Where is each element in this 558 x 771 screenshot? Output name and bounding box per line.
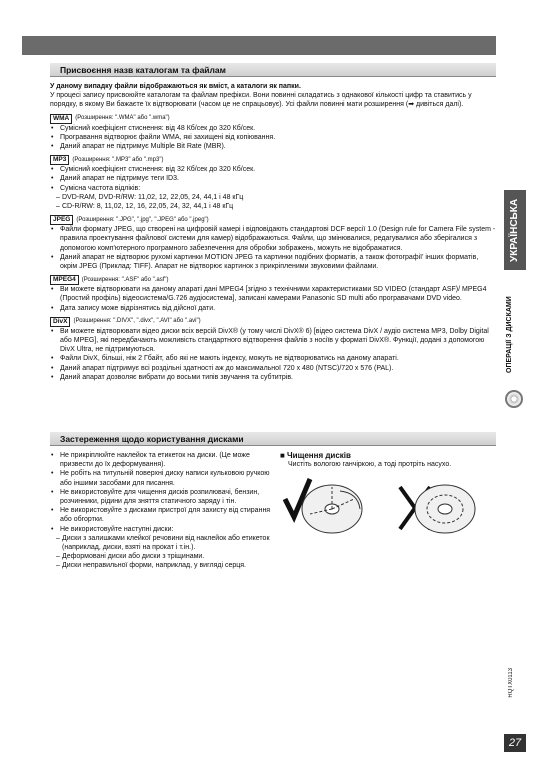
sub-list-item: – Диски з залишками клейкої речовини від наклейок або етикеток (наприклад, диски, взяті на прокат і т.ін.).: [50, 534, 275, 552]
format-extension: (Розширення: ".MP3" або ".mp3"): [72, 156, 164, 163]
list-item: • Даний апарат не підтримує теги ID3.: [50, 174, 496, 183]
format-header: [50, 215, 496, 225]
list-item: • Сумісний коефіцієнт стиснення: від 48 Кб/сек до 320 Кб/сек.: [50, 124, 496, 133]
sub-list-item: – Диски неправильної форми, наприклад, у вигляді серця.: [50, 561, 275, 570]
cleaning-text: Чистіть вологою ганчіркою, а тоді протріть насухо.: [288, 461, 452, 468]
section-tab: ОПЕРАЦІЇ З ДИСКАМИ: [506, 296, 513, 374]
naming-content: [50, 82, 496, 382]
format-extension: (Розширення: ".JPG", ".jpg", ".JPEG" або ".jpeg"): [76, 216, 209, 223]
format-items: [50, 327, 496, 382]
sub-list-item: – Деформовані диски або диски з тріщинами.: [50, 552, 275, 561]
format-header: [50, 155, 496, 165]
format-header: [50, 275, 496, 285]
list-item: • Ви можете відтворювати відео диски всіх версій DivX® (у тому числі DivX® 6) [відео система DivX / аудіо система MP3, Dolby Digital або MPEG], які передбачають можливість стандартного відтворення файлів з носіїв у форматі DivX®. Функції, додані з допомогою DivX Ultra, не підтримуються.: [50, 327, 496, 355]
disc-icon: [505, 390, 523, 408]
format-items: [50, 165, 496, 211]
intro-bold: У даному випадку файли відображаються як вміст, а каталоги як папки.: [50, 83, 301, 90]
format-extension: (Розширення: ".ASF" або ".asf"): [81, 276, 169, 283]
page-number: 27: [504, 734, 526, 752]
format-tag: MPEG4: [50, 275, 79, 285]
cleaning-title: ■ Чищення дисків: [280, 451, 351, 460]
list-item: • Даний апарат підтримує всі роздільні здатності аж до максимальної 720 x 480 (NTSC)/720 x 576 (PAL).: [50, 364, 496, 373]
format-list: [50, 114, 496, 382]
list-item: • Ви можете відтворювати на даному апараті дані MPEG4 [згідно з технічними характеристиками SD VIDEO (стандарт ASF)/ MPEG4 (Простий профіль) відеосистема/G.726 аудіосистема], записані камерами Panasonic SD multi або програвачами DVD video.: [50, 285, 496, 303]
list-item: • Даний апарат не відтворює рухомі картинки MOTION JPEG та картинки подібних форматів, а також фотографії' інших форматів, окрім JPEG (Приклад: TIFF). Апарат не відтворює картинок з прикріпленими звуковими файлами.: [50, 253, 496, 271]
list-item: • Не використовуйте наступні диски:: [50, 525, 275, 534]
list-item: • Файли формату JPEG, що створені на цифровій камері і відповідають стандартові DCF версії 1.0 (Design rule for Camera File system - правила проектування файлової системи для камер) відображаються. Файли, що змінювалися, редагувалися або зберігалися з допомогою комп'ютерного програмного забезпечення для обробки зображень, можуть не відображатися.: [50, 225, 496, 253]
document-code: RQTX0113: [508, 668, 514, 698]
list-item: • Даний апарат дозволяє вибрати до восьми типів звучання та субтитрів.: [50, 373, 496, 382]
format-tag: JPEG: [50, 215, 73, 225]
format-extension: (Розширення: ".WMA" або ".wma"): [75, 115, 170, 121]
language-tab: УКРАЇНСЬКА: [504, 190, 526, 270]
format-extension: (Розширення: ".DIVX", ".divx", ".AVI" або ".avi"): [73, 318, 201, 325]
list-item: • Програвання відтворює файли WMA, які захищені від копіювання.: [50, 133, 496, 142]
format-tag: WMA: [50, 114, 72, 124]
format-items: [50, 225, 496, 271]
list-item: • Не використовуйте для чищення дисків розпилювачі, бензин, розчинники, рідини для зняття статичного заряду і тін.: [50, 488, 275, 506]
format-header: [50, 114, 496, 124]
sub-list-item: – CD-R/RW: 8, 11,02, 12, 16, 22,05, 24, 32, 44,1 і 48 кГц: [50, 202, 496, 211]
format-items: [50, 124, 496, 152]
list-item: • Сумісна частота відліків:: [50, 184, 496, 193]
header-bar: [22, 36, 496, 55]
list-item: • Не використовуйте з дисками пристрої для захисту від стирання або обгортки.: [50, 506, 275, 524]
cleaning-section: [280, 451, 496, 542]
section-title-disc-care: Застереження щодо користування дисками: [50, 432, 496, 446]
cleaning-illustration: [280, 469, 490, 539]
list-item: • Не робіть на титульній поверхні диску написи кульковою ручкою або іншими засобами для писання.: [50, 469, 275, 487]
sub-list-item: – DVD-RAM, DVD-R/RW: 11,02, 12, 22,05, 24, 44,1 і 48 кГц: [50, 193, 496, 202]
format-header: [50, 317, 496, 327]
list-item: • Не прикріплюйте наклейок та етикеток на диски. (Це може призвести до їх деформування).: [50, 451, 275, 469]
list-item: • Файли DivX, більші, ніж 2 Гбайт, або які не мають індексу, можуть не відтворюватись на даному апараті.: [50, 354, 496, 363]
list-item: • Дата запису може відрізнятись від дійсної дати.: [50, 304, 496, 313]
format-tag: MP3: [50, 155, 69, 165]
section-title-naming: Присвоєння назв каталогам та файлам: [50, 63, 496, 77]
intro-text: У процесі запису присвоюйте каталогам та файлам префікси. Вони повинні складатись з однакової кількості цифр та ставитись у порядку, в якому Ви бажаєте їх відтворювати (часом це не спрацьовує). Усі файли повинні мати розширення (➡ дивіться далі).: [50, 92, 472, 109]
format-tag: DivX: [50, 317, 70, 327]
disc-care-list: [50, 451, 275, 571]
wrong-wipe-disc-icon: [415, 485, 475, 533]
correct-wipe-disc-icon: [302, 485, 362, 533]
list-item: • Даний апарат не підтримує Multiple Bit Rate (MBR).: [50, 142, 496, 151]
list-item: • Сумісний коефіцієнт стиснення: від 32 Кб/сек до 320 Кб/сек.: [50, 165, 496, 174]
format-items: [50, 285, 496, 313]
